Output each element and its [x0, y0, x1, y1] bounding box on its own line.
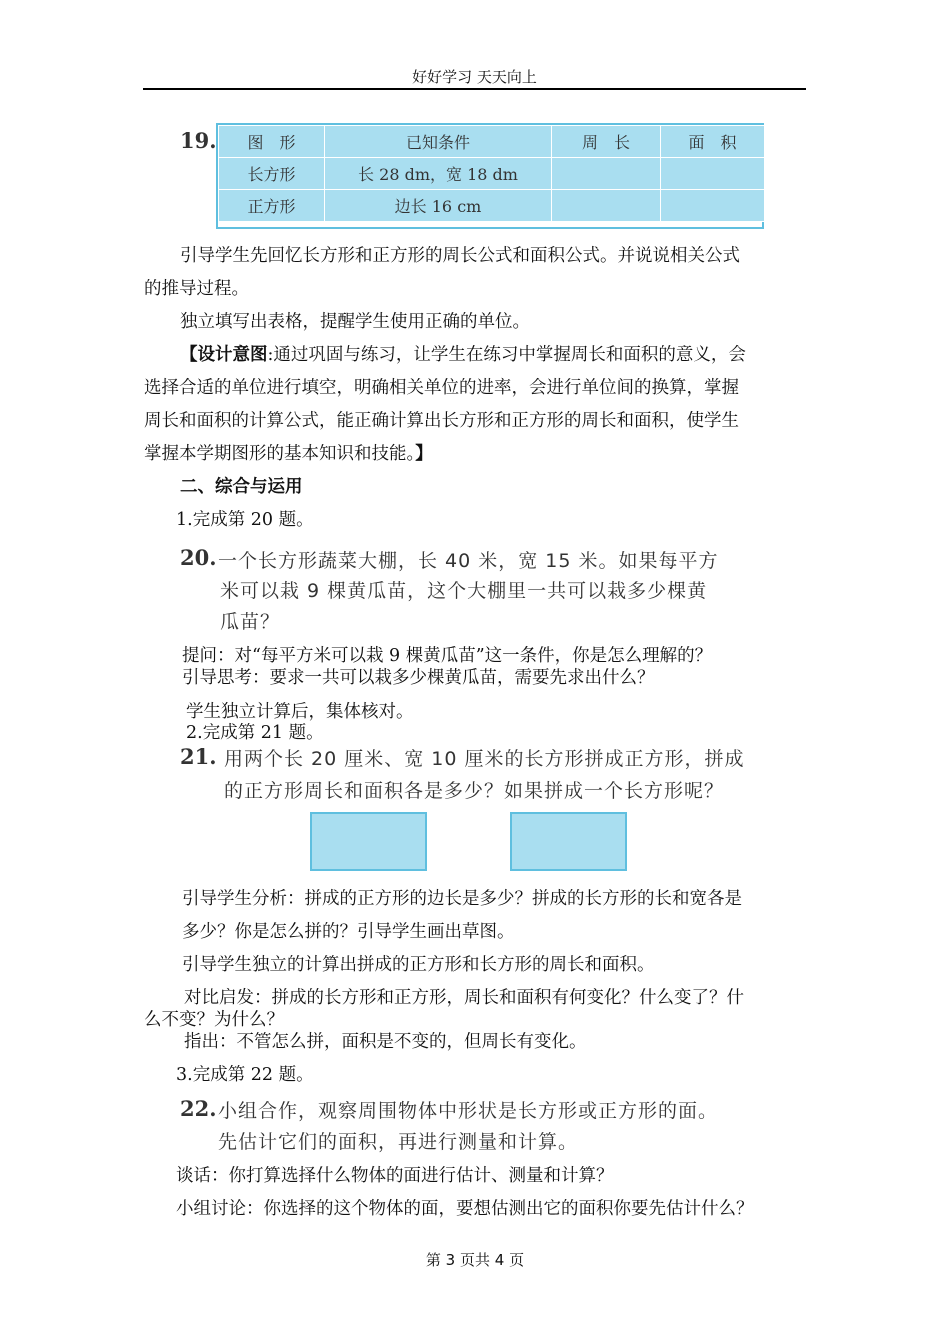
q22-text: 小组合作，观察周围物体中形状是长方形或正方形的面。	[218, 1100, 719, 1122]
paragraph: 引导学生独立的计算出拼成的正方形和长方形的周长和面积。	[182, 955, 655, 975]
paragraph: 多少？你是怎么拼的？引导学生画出草图。	[182, 922, 515, 942]
item-heading: 3.完成第 22 题。	[176, 1065, 314, 1085]
table-header-cell: 周 长	[552, 126, 661, 158]
table-cell: 长方形	[219, 158, 325, 190]
table-cell: 长 28 dm，宽 18 dm	[325, 158, 552, 190]
paragraph: 独立填写出表格，提醒学生使用正确的单位。	[180, 312, 530, 332]
paragraph: 提问：对“每平方米可以栽 9 棵黄瓜苗”这一条件，你是怎么理解的？	[182, 646, 713, 666]
paragraph: 对比启发：拼成的长方形和正方形，周长和面积有何变化？什么变了？什	[184, 988, 744, 1008]
paragraph: 引导学生分析：拼成的正方形的边长是多少？拼成的长方形的长和宽各是	[182, 889, 742, 909]
table-row	[219, 190, 765, 222]
item-heading: 2.完成第 21 题。	[186, 723, 324, 743]
design-intent	[180, 339, 746, 372]
q21-number: 21.	[180, 744, 217, 769]
paragraph: 么不变？为什么？	[144, 1010, 284, 1030]
q22-number: 22.	[180, 1096, 217, 1121]
q20-text: 米可以栽 9 棵黄瓜苗，这个大棚里一共可以栽多少棵黄	[220, 580, 708, 602]
paragraph	[144, 438, 433, 471]
paragraph: 的推导过程。	[144, 279, 249, 299]
header-rule	[143, 88, 806, 90]
page-footer: 第 3 页共 4 页	[425, 1251, 525, 1269]
page-header: 好好学习 天天向上	[412, 68, 537, 86]
table-cell: 边长 16 cm	[325, 190, 552, 222]
table-cell	[661, 190, 765, 222]
paragraph: 指出：不管怎么拼，面积是不变的，但周长有变化。	[184, 1032, 587, 1052]
table-header-cell: 面 积	[661, 126, 765, 158]
paragraph: 选择合适的单位进行填空，明确相关单位的进率，会进行单位间的换算，掌握	[144, 378, 739, 398]
q20-number: 20.	[180, 545, 217, 570]
q19-number: 19.	[180, 128, 217, 153]
table-row	[219, 158, 765, 190]
design-intent-end: 】	[415, 444, 433, 464]
q22-text: 先估计它们的面积，再进行测量和计算。	[218, 1131, 579, 1153]
paragraph: 谈话：你打算选择什么物体的面进行估计、测量和计算？	[176, 1166, 614, 1186]
q21-text: 用两个长 20 厘米、宽 10 厘米的长方形拼成正方形，拼成	[224, 748, 745, 770]
table-header-row	[219, 126, 765, 158]
table-header-cell: 已知条件	[325, 126, 552, 158]
item-heading: 1.完成第 20 题。	[176, 510, 314, 530]
design-intent-text: :通过巩固与练习，让学生在练习中掌握周长和面积的意义，会	[267, 345, 746, 365]
paragraph: 小组讨论：你选择的这个物体的面，要想估测出它的面积你要先估计什么？	[176, 1199, 754, 1219]
table-cell	[552, 190, 661, 222]
paragraph: 引导思考：要求一共可以栽多少棵黄瓜苗，需要先求出什么？	[182, 668, 655, 688]
design-intent-text: 掌握本学期图形的基本知识和技能。	[144, 444, 416, 464]
paragraph: 周长和面积的计算公式，能正确计算出长方形和正方形的周长和面积，使学生	[144, 411, 739, 431]
section-heading: 二、综合与运用	[180, 477, 303, 497]
table-cell: 正方形	[219, 190, 325, 222]
table-cell	[661, 158, 765, 190]
q20-text: 瓜苗？	[220, 611, 281, 633]
table-cell	[552, 158, 661, 190]
paragraph: 学生独立计算后，集体核对。	[186, 702, 414, 722]
q21-text: 的正方形周长和面积各是多少？如果拼成一个长方形呢？	[224, 780, 725, 802]
design-intent-label: 【设计意图	[180, 345, 268, 365]
q20-text: 一个长方形蔬菜大棚，长 40 米，宽 15 米。如果每平方	[218, 550, 719, 572]
table-header-cell: 图 形	[219, 126, 325, 158]
rectangle-figure	[310, 812, 427, 871]
paragraph: 引导学生先回忆长方形和正方形的周长公式和面积公式。并说说相关公式	[180, 246, 740, 266]
q19-table	[218, 125, 765, 222]
rectangle-figure	[510, 812, 627, 871]
